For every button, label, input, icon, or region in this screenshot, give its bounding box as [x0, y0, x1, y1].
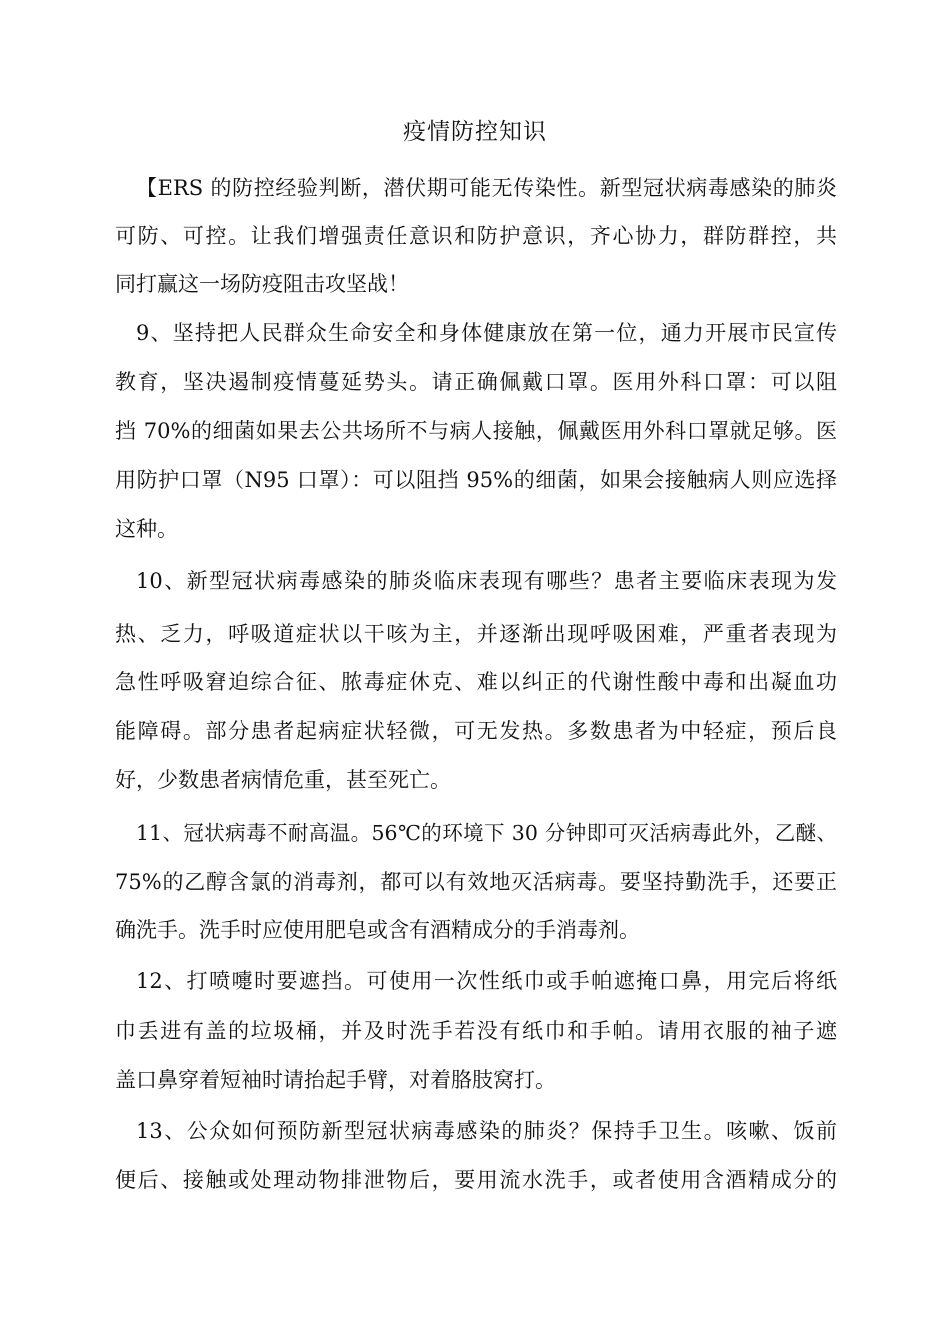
text-line: 盖口鼻穿着短袖时请抬起手臂，对着胳肢窝打。: [115, 1068, 556, 1092]
text-line: 同打赢这一场防疫阻击攻坚战！: [115, 272, 409, 296]
text-line: 巾丢进有盖的垃圾桶，并及时洗手若没有纸巾和手帕。请用衣服的袖子遮: [115, 1019, 837, 1043]
text-line: 12、打喷嚏时要遮挡。可使用一次性纸巾或手帕遮掩口鼻，用完后将纸: [136, 969, 837, 993]
text-line: 确洗手。洗手时应使用肥皂或含有酒精成分的手消毒剂。: [115, 918, 640, 942]
text-line: 这种。: [115, 517, 178, 541]
text-line: 急性呼吸窘迫综合征、脓毒症休克、难以纠正的代谢性酸中毒和出凝血功: [115, 670, 837, 694]
document-title: 疫情防控知识: [403, 119, 547, 145]
text-line: 便后、接触或处理动物排泄物后，要用流水洗手，或者使用含酒精成分的: [115, 1168, 837, 1192]
text-line: 用防护口罩（N95 口罩）：可以阻挡 95%的细菌，如果会接触病人则应选择: [115, 468, 837, 492]
text-line: 好，少数患者病情危重，甚至死亡。: [115, 768, 451, 792]
text-line: 热、乏力，呼吸道症状以干咳为主，并逐渐出现呼吸困难，严重者表现为: [115, 622, 837, 646]
text-line: 能障碍。部分患者起病症状轻微，可无发热。多数患者为中轻症，预后良: [115, 719, 837, 743]
text-line: 【ERS 的防控经验判断，潜伏期可能无传染性。新型冠状病毒感染的肺炎: [136, 176, 837, 200]
text-line: 9、坚持把人民群众生命安全和身体健康放在第一位，通力开展市民宣传: [136, 321, 837, 345]
text-line: 教育，坚决遏制疫情蔓延势头。请正确佩戴口罩。医用外科口罩：可以阻: [115, 370, 837, 394]
text-line: 13、公众如何预防新型冠状病毒感染的肺炎？保持手卫生。咳嗽、饭前: [136, 1119, 837, 1143]
text-line: 挡 70%的细菌如果去公共场所不与病人接触，佩戴医用外科口罩就足够。医: [115, 419, 837, 443]
text-line: 可防、可控。让我们增强责任意识和防护意识，齐心协力，群防群控，共: [115, 224, 837, 248]
text-line: 10、新型冠状病毒感染的肺炎临床表现有哪些？患者主要临床表现为发: [136, 569, 837, 593]
text-line: 75%的乙醇含氯的消毒剂，都可以有效地灭活病毒。要坚持勤洗手，还要正: [115, 870, 837, 894]
text-line: 11、冠状病毒不耐高温。56℃的环境下 30 分钟即可灭活病毒此外，乙醚、: [136, 821, 837, 845]
